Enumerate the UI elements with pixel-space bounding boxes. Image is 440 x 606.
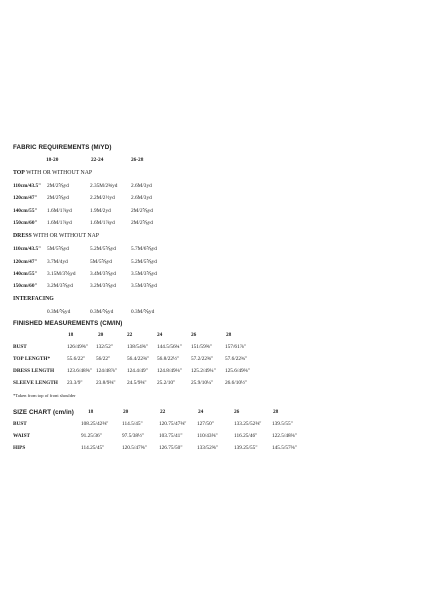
- finished-measurement-value: 123.6/48⅝": [67, 368, 92, 374]
- fabric-width-label: 150cm/60": [13, 219, 38, 226]
- finished-size-header: 20: [98, 332, 104, 338]
- finished-measurement-value: 25.2/10": [157, 380, 176, 386]
- finished-row-label: DRESS LENGTH: [13, 368, 55, 374]
- fabric-requirement-value: 1.6M/1⅞yd: [47, 219, 72, 226]
- fabric-width-label: 120cm/47": [13, 195, 38, 202]
- fabric-requirement-value: 3.2M/3⅚yd: [90, 283, 116, 290]
- size-chart-value: 145.5/57⅜": [272, 445, 297, 451]
- finished-measurements-title: FINISHED MEASUREMENTS (CM/IN): [13, 320, 123, 327]
- finished-measurement-value: 138/54⅝": [127, 344, 148, 350]
- finished-measurement-value: 55.6/22": [67, 356, 86, 362]
- fabric-requirement-value: 2.2M/2½yd: [90, 195, 115, 202]
- fabric-requirement-value: 0.3M/⅚yd: [131, 309, 155, 316]
- size-chart-size-header: 22: [160, 409, 166, 415]
- size-chart-value: 108.25/42⅝": [81, 421, 109, 427]
- fabric-requirement-value: 2.6M/3yd: [131, 183, 152, 189]
- size-chart-title: SIZE CHART (cm/in): [13, 409, 74, 416]
- fabric-requirement-value: 3.4M/3⅚yd: [90, 270, 116, 277]
- size-chart-value: 126.75/50": [159, 445, 183, 451]
- finished-measurement-value: 125.6/49⅜": [225, 368, 250, 374]
- fabric-width-label: 110cm/43.5": [13, 183, 42, 189]
- fabric-section-heading: [13, 296, 54, 302]
- size-chart-value: 116.25/46": [234, 433, 258, 439]
- finished-measurement-value: 25.9/10¼": [191, 380, 214, 386]
- size-chart-value: 133/52⅝": [197, 445, 218, 451]
- fabric-requirement-value: 2M/2⅚yd: [131, 207, 153, 214]
- fabric-requirement-value: 5.7M/6⅚yd: [131, 246, 157, 253]
- finished-size-header: 18: [68, 332, 74, 338]
- fabric-section-name: DRESS: [13, 233, 32, 240]
- fabric-requirement-value: 2.6M/3yd: [131, 195, 152, 202]
- footnote: *Taken from top of front shoulder: [13, 393, 76, 398]
- finished-measurement-value: 157/61⅞": [225, 344, 246, 350]
- size-chart-value: 122.5/48⅜": [272, 433, 297, 439]
- finished-size-header: 24: [157, 332, 163, 338]
- finished-measurement-value: 124.4/49": [127, 368, 148, 374]
- finished-measurement-value: 56.4/22⅜": [127, 356, 150, 362]
- fabric-requirement-value: 3.5M/3⅚yd: [131, 270, 157, 277]
- finished-measurement-value: 56.8/22½": [157, 356, 180, 362]
- size-chart-value: 114.25/45": [81, 445, 105, 451]
- fabric-section-name: TOP: [13, 170, 25, 176]
- finished-measurement-value: 57.6/22¾": [225, 356, 248, 362]
- size-chart-value: 110/43⅝": [197, 433, 218, 439]
- fabric-requirement-value: 5M/5⅚yd: [90, 258, 112, 265]
- fabric-width-label: 120cm/47": [13, 258, 38, 265]
- size-chart-size-header: 26: [234, 409, 240, 415]
- finished-size-header: 22: [127, 332, 133, 338]
- fabric-section-subtitle: WITH OR WITHOUT NAP: [24, 170, 93, 176]
- finished-measurement-value: 125.2/49¼": [191, 368, 216, 374]
- fabric-requirement-value: 1.6M/1⅞yd: [47, 207, 72, 214]
- size-chart-value: 139.25/55": [234, 445, 258, 451]
- finished-measurement-value: 144.5/56¾": [157, 344, 182, 350]
- fabric-requirement-value: 1.6M/1⅞yd: [90, 219, 115, 226]
- finished-measurement-value: 26.6/10½": [225, 380, 248, 386]
- fabric-size-header: 18-20: [46, 157, 59, 163]
- fabric-requirement-value: 0.3M/⅚yd: [47, 309, 71, 316]
- size-chart-value: 103.75/41": [159, 433, 183, 439]
- size-chart-value: 97.5/38½": [122, 433, 145, 439]
- size-chart-value: 127/50": [197, 421, 214, 427]
- fabric-requirement-value: 3.15M/3⅚yd: [47, 270, 76, 277]
- fabric-requirement-value: 1.9M/2yd: [90, 207, 111, 214]
- finished-measurement-value: 151/59⅝": [191, 344, 212, 350]
- fabric-requirement-value: 2M/2⅚yd: [47, 183, 69, 189]
- fabric-requirements-title: FABRIC REQUIREMENTS (M/YD): [13, 144, 112, 151]
- size-chart-value: 120.5/47⅝": [122, 445, 147, 451]
- fabric-requirement-value: 5.2M/5⅚yd: [90, 246, 116, 253]
- size-chart-row-label: WAIST: [13, 433, 31, 439]
- fabric-section-name: INTERFACING: [13, 296, 54, 303]
- finished-measurement-value: 23.3/9": [67, 380, 83, 386]
- size-chart-row-label: HIPS: [13, 445, 26, 451]
- fabric-width-label: 140cm/55": [13, 207, 38, 214]
- finished-measurement-value: 132/52": [96, 344, 113, 350]
- finished-measurement-value: 24.5/9⅝": [127, 380, 147, 386]
- size-chart-row-label: BUST: [13, 421, 27, 427]
- fabric-width-label: 110cm/43.5": [13, 246, 42, 253]
- finished-measurement-value: 56/22": [96, 356, 111, 362]
- finished-row-label: SLEEVE LENGTH: [13, 380, 58, 386]
- size-chart-value: 114.5/45": [122, 421, 143, 427]
- fabric-requirement-value: 0.3M/⅚yd: [90, 309, 114, 316]
- fabric-requirement-value: 3.2M/3⅚yd: [47, 283, 73, 290]
- fabric-requirement-value: 3.5M/3⅚yd: [131, 283, 157, 290]
- fabric-size-header: 22-24: [91, 157, 104, 163]
- size-chart-size-header: 28: [273, 409, 279, 415]
- finished-measurement-value: 57.2/22⅝": [191, 356, 214, 362]
- size-chart-value: 91.25/36": [81, 433, 102, 439]
- size-chart-size-header: 24: [198, 409, 204, 415]
- finished-measurement-value: 124/48⅞": [96, 368, 117, 374]
- finished-size-header: 26: [191, 332, 197, 338]
- fabric-requirement-value: 2.35M/2⅝yd: [90, 183, 118, 189]
- fabric-requirement-value: 2M/2⅚yd: [131, 219, 153, 226]
- fabric-requirement-value: 5.2M/5⅚yd: [131, 258, 157, 265]
- fabric-requirement-value: 5M/5⅚yd: [47, 246, 69, 253]
- fabric-requirement-value: 3.7M/4yd: [47, 258, 68, 265]
- fabric-section-heading: [13, 170, 92, 176]
- fabric-requirement-value: 2M/2⅚yd: [47, 195, 69, 202]
- fabric-width-label: 150cm/60": [13, 283, 38, 290]
- size-chart-value: 139.5/55": [272, 421, 293, 427]
- size-chart-size-header: 18: [88, 409, 94, 415]
- size-chart-value: 133.25/52⅝": [234, 421, 262, 427]
- finished-measurement-value: 126/49⅝": [67, 344, 88, 350]
- fabric-size-header: 26-28: [131, 157, 144, 163]
- finished-measurement-value: 23.8/9⅜": [96, 380, 116, 386]
- finished-row-label: BUST: [13, 344, 27, 350]
- finished-measurement-value: 124.8/49⅛": [157, 368, 182, 374]
- finished-row-label: TOP LENGTH*: [13, 356, 51, 362]
- fabric-width-label: 140cm/55": [13, 270, 38, 277]
- fabric-section-subtitle: WITH OR WITHOUT NAP: [31, 233, 99, 240]
- size-chart-size-header: 20: [123, 409, 129, 415]
- finished-size-header: 28: [226, 332, 232, 338]
- size-chart-value: 120.75/47⅝": [159, 421, 187, 427]
- fabric-section-heading: [13, 233, 99, 239]
